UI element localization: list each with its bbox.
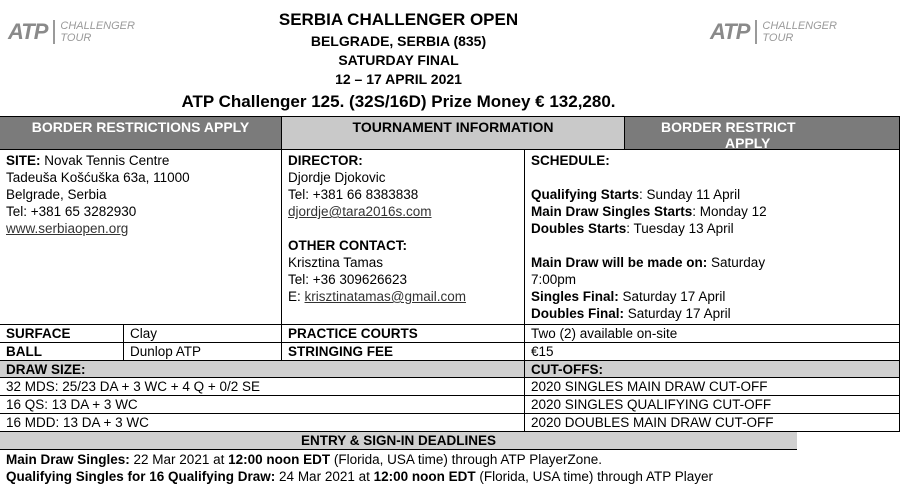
cut-off-item: 2020 DOUBLES MAIN DRAW CUT-OFF (525, 414, 900, 431)
tournament-dates: 12 – 17 APRIL 2021 (335, 71, 462, 87)
site-website-link[interactable]: www.serbiaopen.org (6, 221, 129, 236)
draw-row (0, 378, 900, 396)
schedule-block: SCHEDULE: Qualifying Starts: Sunday 11 April Main Draw Singles Starts: Monday 12 Doubles Starts: Tuesday 13 April Main Draw will be made on: Saturday 7:00pm Singles Final: Saturday 17 April Doubles Final: Saturday 17 April (525, 150, 900, 324)
stringing-fee-label: STRINGING FEE (282, 343, 525, 360)
logo-subtitle: CHALLENGER TOUR (755, 20, 837, 44)
tournament-location: BELGRADE, SERBIA (835) (310, 33, 487, 49)
draw-row (0, 396, 900, 414)
ball-label: BALL (0, 343, 124, 360)
contacts-row (0, 150, 900, 325)
atp-logo-icon: ATP (8, 19, 48, 44)
ball-value: Dunlop ATP (124, 343, 282, 360)
logo-subtitle: CHALLENGER TOUR (53, 20, 135, 44)
cut-offs-heading: CUT-OFFS: (525, 361, 900, 377)
cut-off-item: 2020 SINGLES QUALIFYING CUT-OFF (525, 396, 900, 413)
practice-courts-value: Two (2) available on-site (525, 325, 900, 342)
cut-off-item: 2020 SINGLES MAIN DRAW CUT-OFF (525, 378, 900, 395)
practice-courts-label: PRACTICE COURTS (282, 325, 525, 342)
ball-row (0, 343, 900, 361)
draw-cutoffs-heading-row (0, 361, 900, 378)
draw-size-item: 16 QS: 13 DA + 3 WC (0, 396, 525, 413)
stringing-fee-value: €15 (525, 343, 900, 360)
surface-row (0, 325, 900, 343)
finals-day: SATURDAY FINAL (338, 52, 459, 68)
border-restrictions-right: BORDER RESTRICT APPLY (625, 117, 900, 149)
draw-size-heading: DRAW SIZE: (0, 361, 525, 377)
tournament-information-heading: TOURNAMENT INFORMATION (282, 117, 625, 149)
deadlines-text: Main Draw Singles: 22 Mar 2021 at 12:00 noon EDT (Florida, USA time) through ATP PlayerZone. Qualifying Singles for 16 Qualifying Draw: 24 Mar 2021 at 12:00 noon EDT (Florida, USA time) through ATP Player (6, 452, 713, 484)
director-email-link[interactable]: djordje@tara2016s.com (288, 204, 432, 219)
contacts-block: DIRECTOR: Djordje Djokovic Tel: +381 66 8383838 djordje@tara2016s.com OTHER CONTACT: Krisztina Tamas Tel: +36 309626623 E: krisztinatamas@gmail.com (282, 150, 525, 324)
site-block: SITE: Novak Tennis Centre Tadeuša Košćuška 63a, 11000 Belgrade, Serbia Tel: +381 65 3282930 www.serbiaopen.org (0, 150, 282, 324)
fact-sheet-table (0, 116, 900, 486)
entry-deadlines-heading: ENTRY & SIGN-IN DEADLINES (300, 433, 497, 448)
section-bar-row (0, 116, 900, 150)
deadlines-heading-row (0, 432, 797, 450)
tournament-title: SERBIA CHALLENGER OPEN (278, 10, 519, 29)
deadlines-row (0, 450, 900, 486)
atp-logo-icon: ATP (710, 19, 750, 44)
border-restrictions-left: BORDER RESTRICTIONS APPLY (0, 117, 282, 149)
surface-label: SURFACE (0, 325, 124, 342)
draw-row (0, 414, 900, 432)
tournament-category: ATP Challenger 125. (32S/16D) Prize Money € 132,280. (181, 92, 616, 111)
other-contact-email-link[interactable]: krisztinatamas@gmail.com (304, 289, 467, 304)
draw-size-item: 32 MDS: 25/23 DA + 3 WC + 4 Q + 0/2 SE (0, 378, 525, 395)
draw-size-item: 16 MDD: 13 DA + 3 WC (0, 414, 525, 431)
surface-value: Clay (124, 325, 282, 342)
